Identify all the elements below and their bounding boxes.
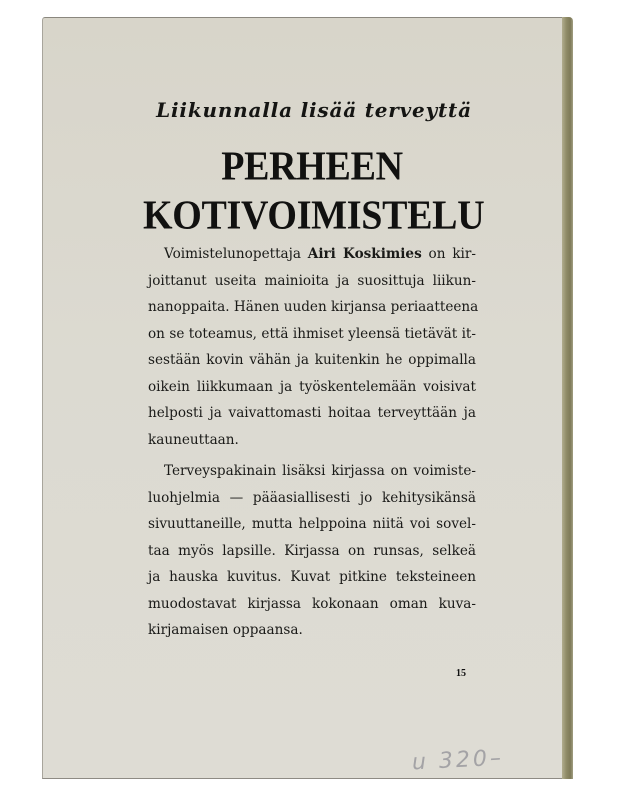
text-line (148, 241, 476, 268)
text-line: ja hauska kuvitus. Kuvat pitkine teksteineen (148, 569, 476, 585)
text-line: oikein liikkumaan ja työskentelemään voisivat (148, 378, 476, 395)
text-line: kauneuttaan. (148, 431, 239, 448)
book-title (143, 143, 485, 240)
text-segment: Voimistelunopettaja (164, 246, 308, 262)
paragraph-1 (148, 241, 479, 453)
title-line-1: PERHEEN (221, 144, 403, 190)
paragraph-2 (148, 458, 476, 644)
text-line: muodostavat kirjassa kokonaan oman kuva- (148, 595, 476, 612)
text-line: sivuuttaneille, mutta helppoina niitä voi sovel- (148, 516, 476, 532)
text-line: taa myös lapsille. Kirjassa on runsas, selkeä (148, 542, 476, 559)
handwritten-price-note: u 320– (411, 745, 505, 776)
tagline: Liikunnalla lisää terveyttä (156, 98, 472, 122)
text-segment: on kir- (421, 246, 476, 262)
text-line: luohjelmia — pääasiallisesti jo kehitysikänsä (148, 489, 476, 506)
title-line-2: KOTIVOIMISTELU (143, 192, 485, 239)
text-line: joittanut useita mainioita ja suosittuja liikun- (148, 272, 476, 289)
text-line: on se toteamus, että ihmiset yleensä tietävät it- (148, 325, 476, 342)
text-line: Terveyspakinain lisäksi kirjassa on voimiste- (164, 463, 476, 479)
book-spine-edge (562, 17, 573, 779)
author-name: Airi Koskimies (307, 246, 422, 262)
page-number: 15 (456, 668, 466, 679)
text-line: nanoppaita. Hänen uuden kirjansa periaatteena (148, 299, 479, 315)
text-line: sestään kovin vähän ja kuitenkin he oppimalla (148, 352, 476, 368)
text-line: kirjamaisen oppaansa. (148, 622, 303, 638)
text-line: helposti ja vaivattomasti hoitaa terveyttään ja (148, 405, 476, 421)
